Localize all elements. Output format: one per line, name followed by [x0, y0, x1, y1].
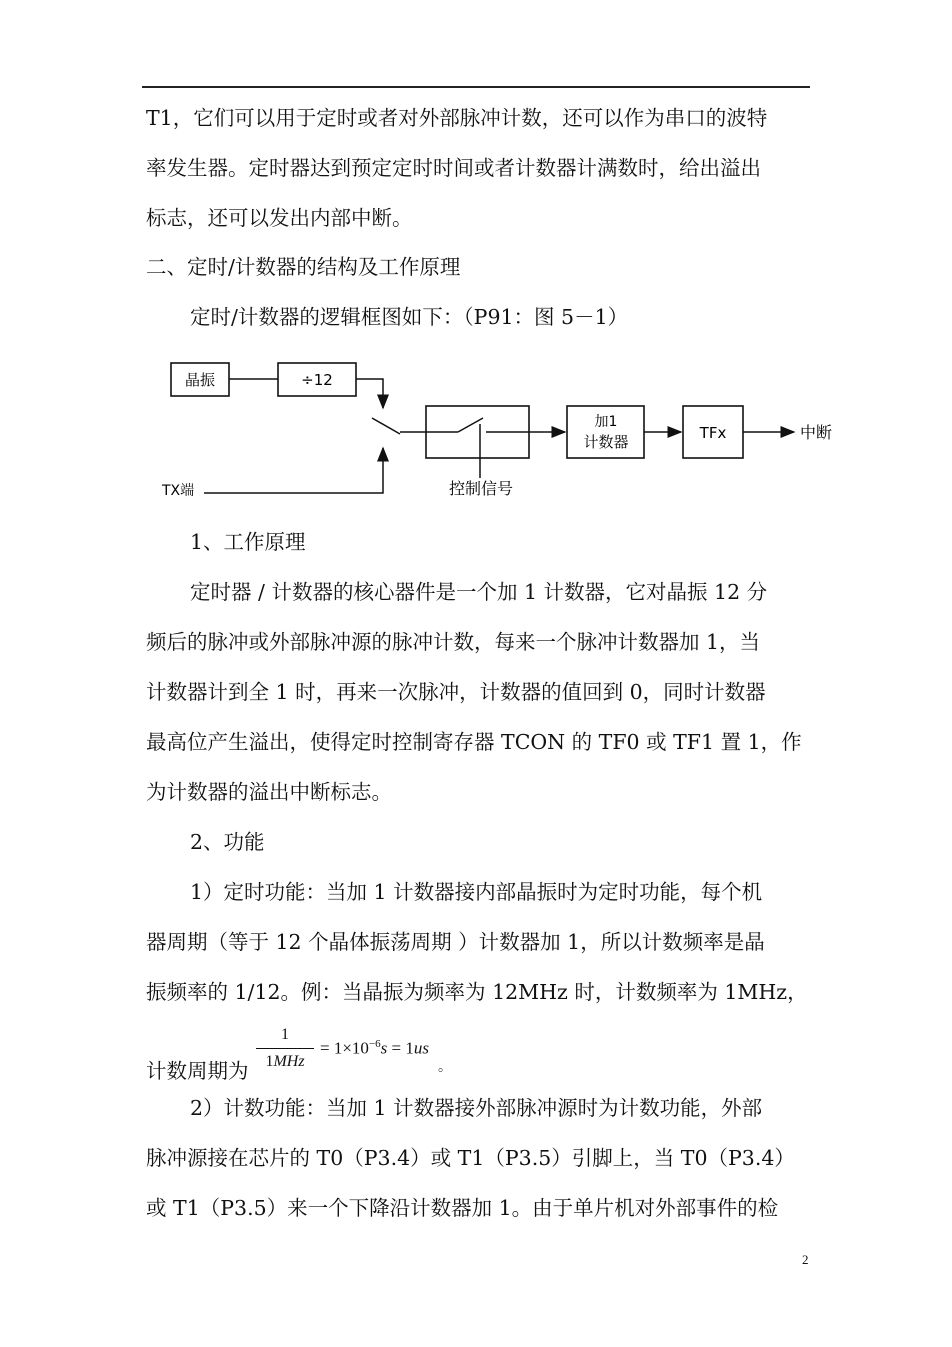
page-number: 2 — [802, 1252, 809, 1267]
text-line: 1）定时功能：当加 1 计数器接内部晶振时为定时功能，每个机 — [190, 880, 763, 904]
header-rule — [142, 86, 810, 88]
text-line: 标志，还可以发出内部中断。 — [146, 206, 413, 230]
fraction-numerator: 1 — [281, 1026, 289, 1043]
tf-flag-label: TFx — [699, 424, 727, 442]
fraction-denominator — [256, 1051, 314, 1073]
counter-label-line1: 加1 — [594, 414, 618, 430]
formula-equation — [320, 1038, 429, 1059]
section-body — [146, 517, 810, 1017]
diagram-caption: 定时/计数器的逻辑框图如下：（P91：图 5－1） — [190, 305, 629, 329]
counter-label-line2: 计数器 — [583, 433, 629, 451]
tx-to-switch-arrow — [204, 448, 383, 493]
denominator-unit: MHz — [273, 1053, 305, 1070]
equation-part: = 1×10 — [320, 1038, 369, 1058]
subsection-title: 2、功能 — [190, 830, 265, 854]
formula-period: 。 — [438, 1059, 452, 1075]
counting-paragraph — [146, 1083, 810, 1233]
divider-label: ÷12 — [301, 371, 333, 389]
selector-switch — [372, 418, 400, 434]
subsection-title: 1、工作原理 — [190, 530, 306, 554]
text-line: 为计数器的溢出中断标志。 — [146, 780, 392, 804]
text-line: 2）计数功能：当加 1 计数器接外部脉冲源时为计数功能，外部 — [190, 1096, 763, 1120]
section-heading: 二、定时/计数器的结构及工作原理 — [146, 255, 461, 279]
text-line: 最高位产生溢出，使得定时控制寄存器 TCON 的 TF0 或 TF1 置 1，作 — [146, 730, 802, 754]
formula-fraction — [256, 1024, 314, 1073]
divider-to-switch-arrow — [356, 379, 383, 408]
control-signal-label: 控制信号 — [448, 479, 514, 498]
text-line: 器周期（等于 12 个晶体振荡周期 ）计数器加 1，所以计数频率是晶 — [146, 930, 765, 954]
text-line: 或 T1（P3.5）来一个下降沿计数器加 1。由于单片机对外部事件的检 — [146, 1196, 779, 1220]
equation-part: = 1 — [387, 1038, 414, 1058]
interrupt-label: 中断 — [800, 423, 833, 442]
equation-unit: s — [380, 1038, 388, 1058]
intro-paragraph — [146, 93, 810, 243]
text-line: 定时器 / 计数器的核心器件是一个加 1 计数器，它对晶振 12 分 — [190, 580, 768, 604]
text-line: 率发生器。定时器达到预定定时时间或者计数器计满数时，给出溢出 — [146, 156, 761, 180]
equation-exponent: −6 — [368, 1038, 381, 1050]
text-line: T1，它们可以用于定时或者对外部脉冲计数，还可以作为串口的波特 — [146, 106, 768, 130]
formula-line — [146, 1022, 646, 1082]
text-line: 计数器计到全 1 时，再来一次脉冲，计数器的值回到 0，同时计数器 — [146, 680, 766, 704]
tx-label: TX端 — [162, 483, 195, 499]
equation-unit: us — [413, 1038, 429, 1058]
formula-lead-text: 计数周期为 — [146, 1059, 249, 1083]
fraction-bar — [256, 1048, 314, 1049]
text-line: 频后的脉冲或外部脉冲源的脉冲计数，每来一个脉冲计数器加 1，当 — [146, 630, 761, 654]
text-line: 脉冲源接在芯片的 T0（P3.4）或 T1（P3.5）引脚上，当 T0（P3.4） — [146, 1146, 795, 1170]
timer-logic-diagram — [140, 348, 840, 508]
denominator-number: 1 — [265, 1053, 274, 1070]
oscillator-label: 晶振 — [184, 371, 216, 389]
text-line: 振频率的 1/12。例：当晶振为频率为 12MHz 时，计数频率为 1MHz， — [146, 980, 808, 1004]
